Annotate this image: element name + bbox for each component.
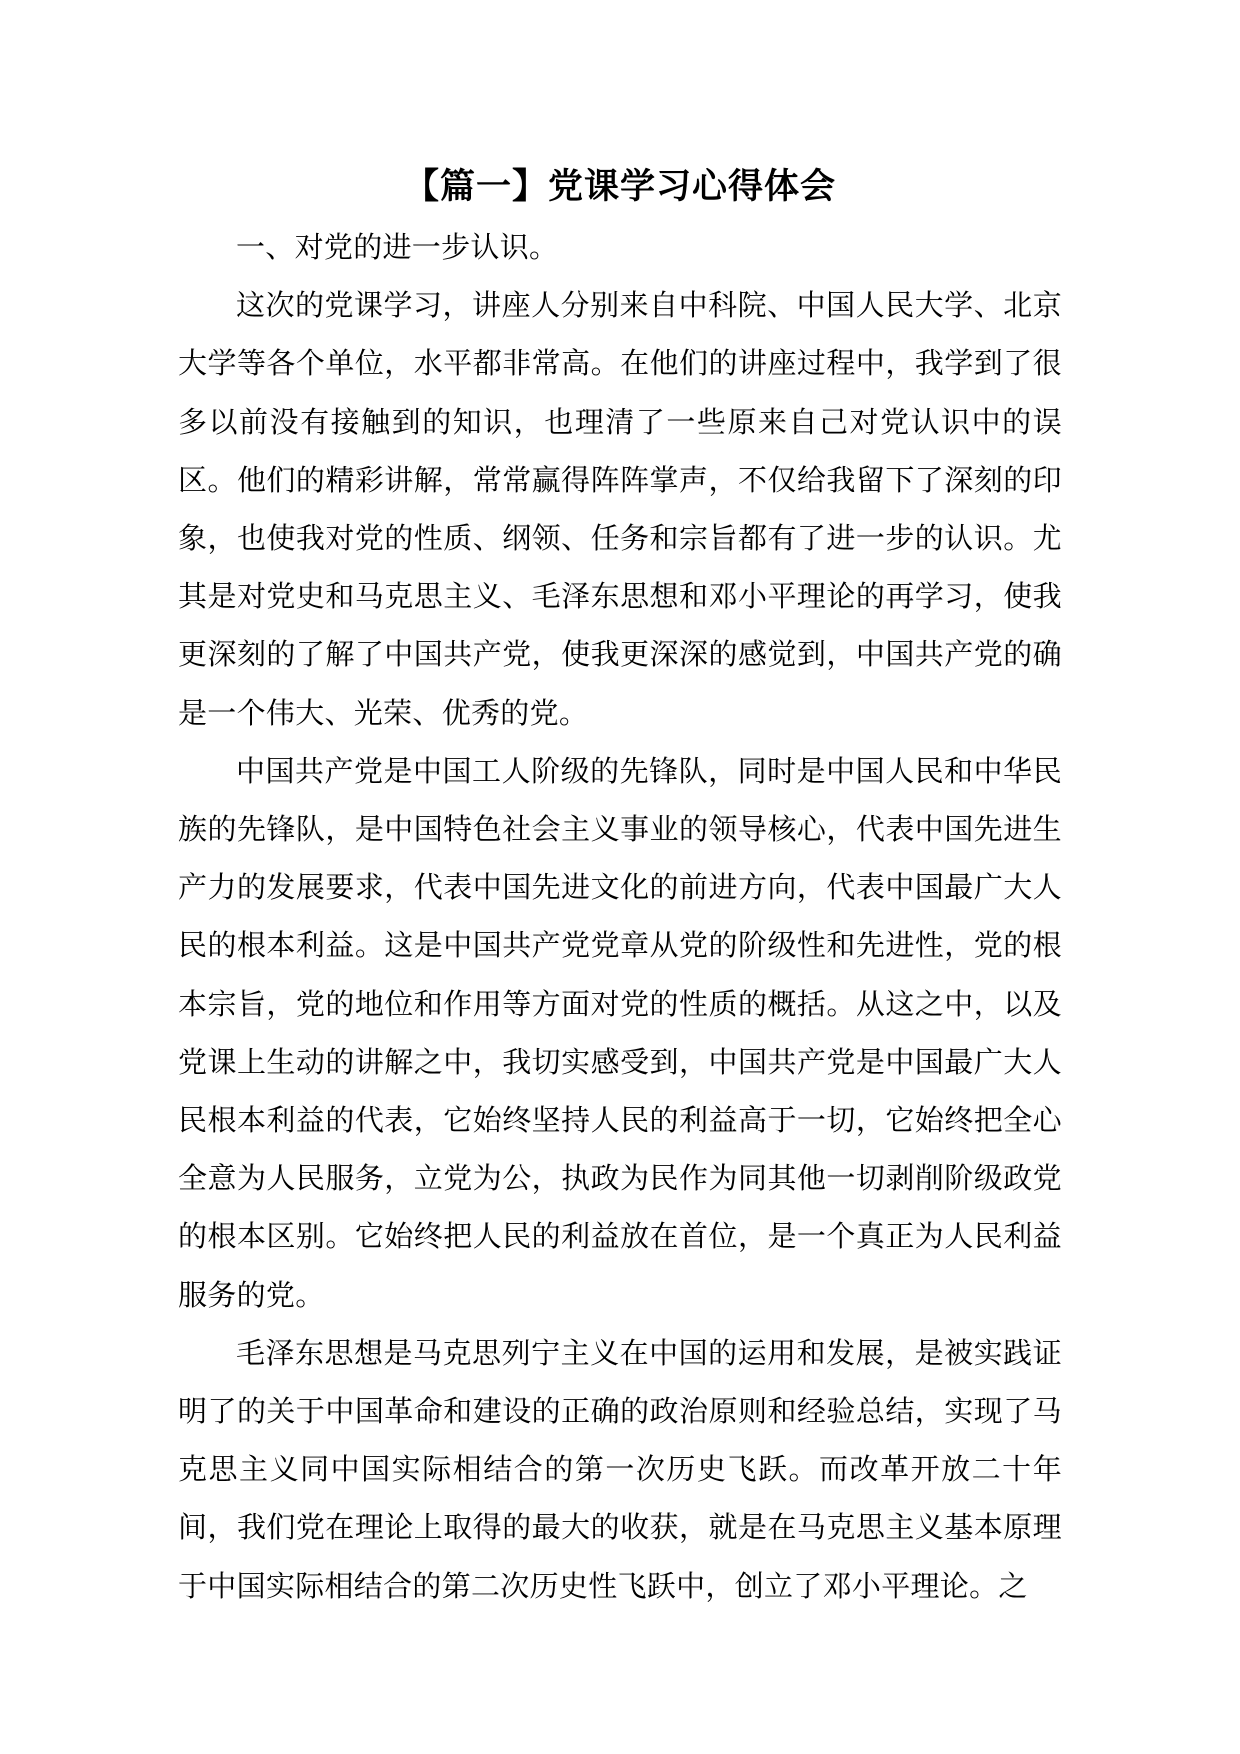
paragraph: 中国共产党是中国工人阶级的先锋队，同时是中国人民和中华民族的先锋队，是中国特色社会主义事业的领导核心，代表中国先进生产力的发展要求，代表中国先进文化的前进方向，代表中国最广大人民的根本利益。这是中国共产党党章从党的阶级性和先进性，党的根本宗旨，党的地位和作用等方面对党的性质的概括。从这之中，以及党课上生动的讲解之中，我切实感受到，中国共产党是中国最广大人民根本利益的代表，它始终坚持人民的利益高于一切，它始终把全心全意为人民服务，立党为公，执政为民作为同其他一切剥削阶级政党的根本区别。它始终把人民的利益放在首位，是一个真正为人民利益服务的党。	[178, 753, 1062, 1312]
paragraph: 毛泽东思想是马克思列宁主义在中国的运用和发展，是被实践证明了的关于中国革命和建设的正确的政治原则和经验总结，实现了马克思主义同中国实际相结合的第一次历史飞跃。而改革开放二十年间，我们党在理论上取得的最大的收获，就是在马克思主义基本原理于中国实际相结合的第二次历史性飞跃中，创立了邓小平理论。之	[178, 1335, 1062, 1603]
paragraph: 这次的党课学习，讲座人分别来自中科院、中国人民大学、北京大学等各个单位，水平都非常高。在他们的讲座过程中，我学到了很多以前没有接触到的知识，也理清了一些原来自己对党认识中的误区。他们的精彩讲解，常常赢得阵阵掌声，不仅给我留下了深刻的印象，也使我对党的性质、纲领、任务和宗旨都有了进一步的认识。尤其是对党史和马克思主义、毛泽东思想和邓小平理论的再学习，使我更深刻的了解了中国共产党，使我更深深的感觉到，中国共产党的确是一个伟大、光荣、优秀的党。	[178, 288, 1062, 730]
document-body	[178, 218, 1062, 1615]
document-title: 【篇一】党课学习心得体会	[403, 167, 836, 207]
paragraph-heading: 一、对党的进一步认识。	[236, 230, 559, 264]
